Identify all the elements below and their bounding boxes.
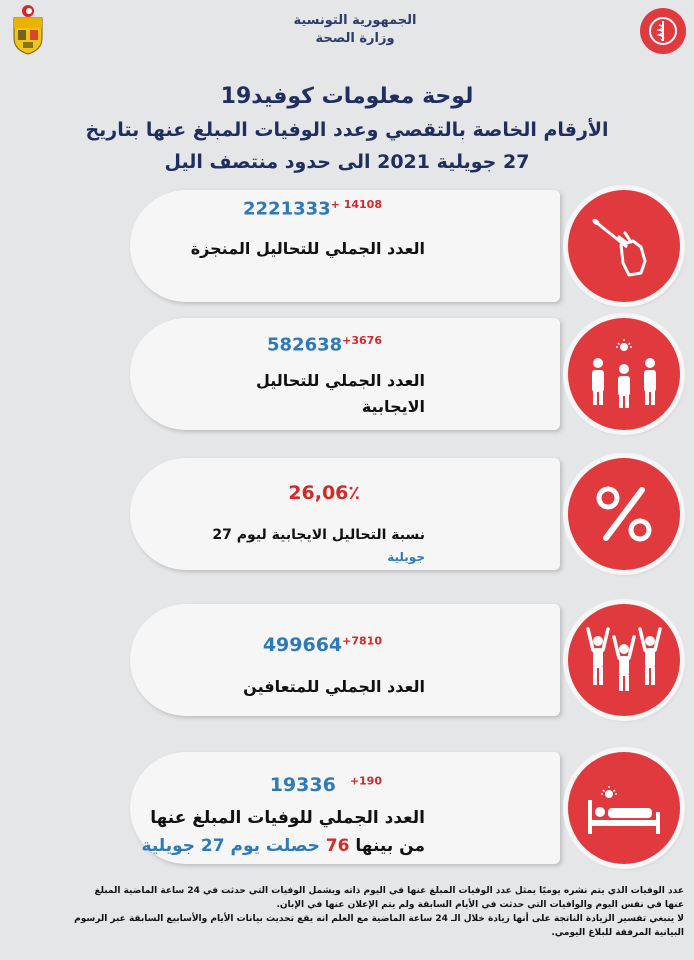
dashboard-title	[20, 80, 674, 178]
ministry-header	[250, 12, 460, 48]
card-deaths	[130, 752, 560, 864]
card-positivity-rate	[130, 458, 560, 570]
positive-tests-label: العدد الجملي للتحاليل الايجابية	[255, 371, 425, 416]
deaths-label: العدد الجملي للوفيات المبلغ عنها من بينها 76 حصلت يوم 27 جويلية	[141, 808, 425, 856]
swab-test-icon	[568, 190, 680, 302]
title-main: لوحة معلومات كوفيد19	[220, 84, 474, 109]
recovered-delta: +7810	[342, 634, 382, 648]
positive-tests-value: 582638	[267, 334, 343, 356]
deaths-delta: +190	[349, 774, 382, 788]
footnote: عدد الوفيات الذي يتم نشره يوميًا يمثل عدد الوفيات المبلغ عنها في اليوم ذاته ويشمل الوفيات التي حدثت في 24 ساعة الماضية المبلغ عنها في نفس اليوم والوافيات التي حدثت في الأيام السابقة ولم يتم الإعلان عنها في الإبان. لا ينبغي تفسير الزيادة الناتجة على أنها زيادة خلال الـ 24 ساعة الماضية مع العلم انه يقع تحديث بيانات الأيام والأسابيع السابقة عبر الرسوم البيانية المرفقة للبلاغ اليومي.	[74, 886, 684, 938]
total-tests-delta: + 14108	[330, 198, 382, 211]
deaths-on-day-count: 76	[325, 836, 350, 856]
deaths-value: 19336	[269, 774, 336, 796]
recovered-value: 499664	[262, 634, 343, 656]
recovered-label: العدد الجملي للمتعافين	[243, 677, 425, 696]
tunisia-emblem-icon	[8, 4, 48, 56]
ministry-name: وزارة الصحة	[315, 31, 395, 46]
card-recovered	[130, 604, 560, 716]
title-subtitle: الأرقام الخاصة بالتقصي وعدد الوفيات المبلغ عنها بتاريخ	[85, 119, 609, 141]
percent-icon	[568, 458, 680, 570]
card-positive-tests	[130, 318, 560, 430]
health-ministry-logo-icon	[640, 8, 686, 54]
patient-bed-icon	[568, 752, 680, 864]
infected-people-icon	[568, 318, 680, 430]
total-tests-label: العدد الجملي للتحاليل المنجزة	[190, 239, 425, 258]
card-total-tests	[130, 190, 560, 302]
total-tests-value: 2221333	[243, 198, 331, 220]
republic-name: الجمهورية التونسية	[293, 13, 417, 28]
recovered-people-icon	[568, 604, 680, 716]
positive-tests-delta: +3676	[342, 334, 382, 347]
positivity-rate-label: نسبة التحاليل الايجابية ليوم 27 جويلية	[212, 527, 425, 564]
title-date: 27 جويلية 2021 الى حدود منتصف اليل	[164, 151, 530, 173]
positivity-rate-value: 26,06٪	[288, 482, 360, 504]
